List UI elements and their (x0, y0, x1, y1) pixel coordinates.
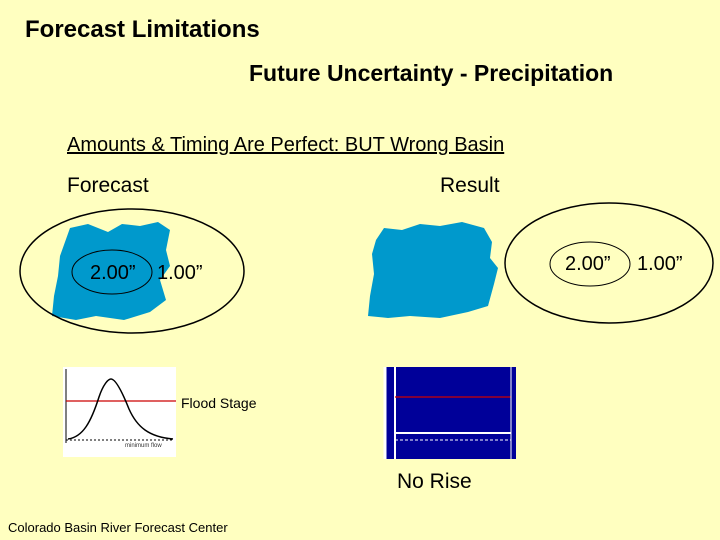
result-hydrograph (385, 367, 516, 459)
result-amount-outer: 1.00” (637, 253, 683, 275)
no-rise-label: No Rise (397, 470, 472, 493)
forecast-hydrograph (63, 367, 176, 457)
flood-stage-label: Flood Stage (181, 395, 257, 411)
slide-title: Forecast Limitations (25, 16, 260, 43)
headline: Amounts & Timing Are Perfect: BUT Wrong Basin (67, 134, 505, 156)
result-hydrograph-plot (385, 367, 516, 459)
result-amount-inner: 2.00” (565, 253, 611, 275)
result-label: Result (440, 174, 500, 197)
forecast-label: Forecast (67, 174, 149, 197)
hydrograph-axis-text: minimum flow (125, 443, 162, 449)
slide-subtitle: Future Uncertainty - Precipitation (249, 60, 614, 86)
forecast-amount-inner: 2.00” (90, 262, 136, 284)
forecast-amount-outer: 1.00” (157, 262, 203, 284)
result-basin (368, 222, 498, 318)
footer-credit: Colorado Basin River Forecast Center (8, 520, 228, 535)
